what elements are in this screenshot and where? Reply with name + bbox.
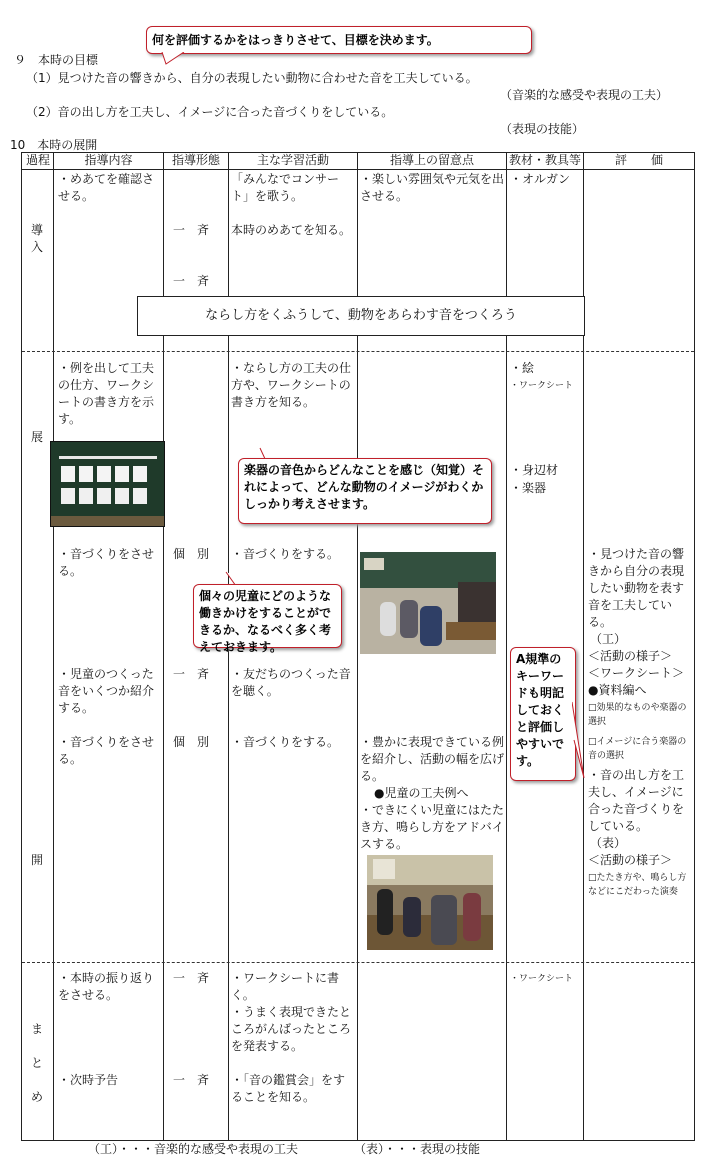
eval-worksheet: ＜ワークシート＞ (588, 666, 685, 680)
dev-material-4: ・楽器 (510, 481, 547, 495)
eval-2: ・音の出し方を工夫し、イメージに合った音づくりをしている。 (588, 768, 685, 833)
eval-small-2: □イメージに合う楽器の音の選択 (588, 737, 687, 761)
dev-form-4: 個 別 (173, 735, 210, 749)
phase-intro-1: 導 (31, 223, 44, 237)
goal-2: （2）音の出し方を工夫し、イメージに合った音づくりをしている。 (26, 105, 394, 119)
th-form: 指導形態 (171, 153, 220, 167)
intro-activity-2: 本時のめあてを知る。 (231, 223, 352, 237)
phase-dev-2: 開 (31, 853, 44, 867)
dev-note-4b: ●児童の工夫例へ (374, 786, 469, 800)
callout-top-pointer (160, 52, 190, 66)
dev-note-4c: ・できにくい児童にはたたき方、鳴らし方をアドバイスする。 (360, 803, 505, 851)
goal-1: （1）見つけた音の響きから、自分の表現したい動物に合わせた音を工夫している。 (26, 71, 478, 85)
sum-content-2: ・次時予告 (58, 1073, 119, 1087)
intro-note: ・楽しい雰囲気や元気を出させる。 (360, 172, 505, 203)
eval-obs-1: ＜活動の様子＞ (588, 649, 673, 663)
phase-intro-2: 入 (31, 240, 44, 254)
goals-heading: ９ 本時の目標 (14, 53, 99, 67)
th-materials: 教材・教具等 (508, 153, 581, 167)
eval-small-3: □たたき方や、鳴らし方などにこだわった演奏 (588, 873, 687, 897)
footer-right: （表）・・・表現の技能 (354, 1142, 481, 1156)
intro-form-1: 一 斉 (173, 223, 210, 237)
eval-1-tag: （工） (590, 632, 627, 646)
intro-content: ・めあてを確認させる。 (58, 172, 155, 203)
dev-activity-2: ・音づくりをする。 (231, 547, 340, 561)
callout-middle (238, 458, 492, 524)
dev-activity-1: ・ならし方の工夫の仕方や、ワークシートの書き方を知る。 (231, 361, 352, 409)
dev-activity-3: ・友だちのつくった音を聴く。 (231, 667, 351, 698)
classroom-photo-2 (367, 855, 493, 950)
dev-material-3: ・身辺材 (510, 463, 559, 477)
callout-top (146, 26, 532, 54)
sum-form-1: 一 斉 (173, 971, 210, 985)
eval-2-tag: （表） (590, 836, 627, 850)
dev-note-4a: ・豊かに表現できている例を紹介し、活動の幅を広げる。 (360, 735, 505, 783)
callout-right (510, 647, 576, 781)
th-activity: 主な学習活動 (256, 153, 329, 167)
eval-1: ・見つけた音の響きから自分の表現したい動物を表す音を工夫している。 (588, 547, 685, 629)
th-content: 指導内容 (84, 153, 133, 167)
th-process: 過程 (25, 153, 50, 167)
phase-summary-1: ま (31, 1022, 44, 1036)
phase-summary-2: と (31, 1056, 44, 1070)
callout-right-text: A規準のキーワードも明記しておくと評価しやすいです。 (516, 652, 565, 768)
callout-middle-text: 楽器の音色からどんなことを感じ（知覚）それによって、どんな動物のイメージがわくかしっかり考えさせます。 (244, 463, 485, 511)
eval-ref: ●資料編へ (588, 683, 647, 697)
sum-activity-1b: ・うまく表現できたところがんばったところを発表する。 (231, 1005, 352, 1053)
goal-2-tag: （表現の技能） (500, 122, 585, 136)
goal-1-tag: （音楽的な感受や表現の工夫） (500, 88, 669, 102)
dev-content-3: ・児童のつくった音をいくつか紹介する。 (58, 667, 155, 715)
footer-left: （工）・・・音楽的な感受や表現の工夫 (88, 1142, 299, 1156)
dev-form-3: 一 斉 (173, 667, 210, 681)
sum-activity-2: ・「音の鑑賞会」をすることを知る。 (231, 1073, 346, 1104)
callout-top-text: 何を評価するかをはっきりさせて、目標を決めます。 (152, 33, 439, 47)
intro-form-2: 一 斉 (173, 274, 210, 288)
blackboard-photo (50, 441, 165, 527)
phase-summary-3: め (31, 1090, 44, 1104)
intro-activity-1: 「みんなでコンサート」を歌う。 (231, 172, 340, 203)
dev-content-2: ・音づくりをさせる。 (58, 547, 155, 578)
sum-form-2: 一 斉 (173, 1073, 210, 1087)
callout-left (193, 584, 342, 654)
sum-activity-1a: ・ワークシートに書く。 (231, 971, 340, 1002)
sum-content-1: ・本時の振り返りをさせる。 (58, 971, 155, 1002)
callout-left-text: 個々の児童にどのような働きかけをすることができるか、なるべく多く考えておきます。 (199, 589, 332, 654)
dev-material-2: ・ワークシート (510, 381, 574, 391)
dev-content-1: ・例を出して工夫の仕方、ワークシートの書き方を示す。 (58, 361, 155, 426)
dev-material-1: ・絵 (510, 361, 535, 375)
th-evaluation: 評 価 (614, 153, 663, 167)
dev-form-2: 個 別 (173, 547, 210, 561)
development-heading: 10 本時の展開 (10, 138, 98, 152)
classroom-photo-1 (360, 552, 496, 654)
dev-activity-4: ・音づくりをする。 (231, 735, 340, 749)
th-notes: 指導上の留意点 (389, 153, 474, 167)
callout-right-pointer (572, 700, 588, 780)
eval-obs-2: ＜活動の様子＞ (588, 853, 673, 867)
sum-material: ・ワークシート (510, 974, 574, 984)
dev-content-4: ・音づくりをさせる。 (58, 735, 155, 766)
intro-material: ・オルガン (510, 172, 571, 186)
phase-dev-1: 展 (31, 430, 44, 444)
lesson-goal-banner: ならし方をくふうして、動物をあらわす音をつくろう (137, 296, 585, 336)
eval-small-1: □効果的なものや楽器の選択 (588, 703, 687, 727)
